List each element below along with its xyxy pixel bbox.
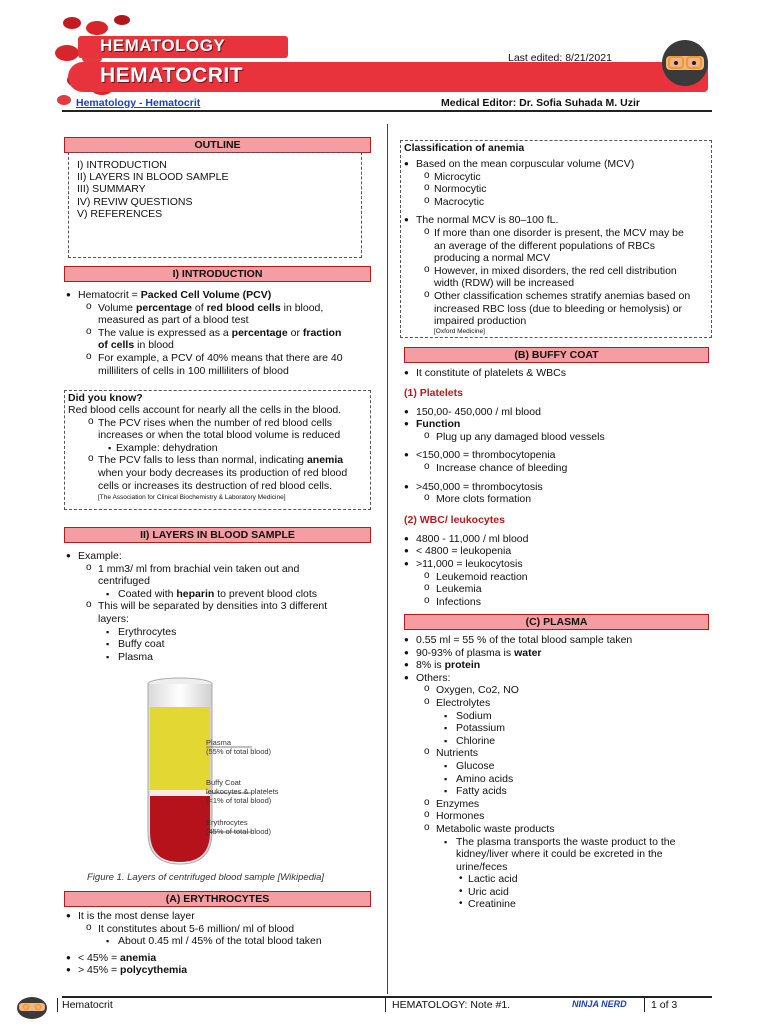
- layers-heading: II) LAYERS IN BLOOD SAMPLE: [64, 527, 371, 543]
- column-divider: [387, 124, 388, 994]
- list-item: ▪ Fatty acids: [404, 785, 714, 798]
- list-item: o Infections: [404, 596, 714, 609]
- list-item: o The PCV rises when the number of red blood cells: [68, 417, 367, 430]
- blood-cells-graphic: [52, 8, 147, 108]
- list-item: ● 90-93% of plasma is water: [404, 647, 714, 660]
- list-item: o Enzymes: [404, 798, 714, 811]
- list-item: o The PCV falls to less than normal, indicating anemia: [68, 454, 367, 467]
- list-item: o Leukemoid reaction: [404, 571, 714, 584]
- outline-box: [68, 152, 362, 258]
- list-item: ● <150,000 = thrombocytopenia: [404, 449, 714, 462]
- source-citation: [The Association for Clinical Biochemistry & Laboratory Medicine]: [98, 494, 286, 502]
- footer-ninja-icon: [14, 992, 50, 1020]
- list-item-continuation: of cells in blood: [98, 339, 174, 352]
- footer-separator: [644, 998, 645, 1012]
- layers-content: [66, 550, 376, 663]
- footer-separator: [57, 998, 58, 1012]
- ninja-nerd-logo: NINJA NERD: [572, 999, 627, 1009]
- list-item: ● Hematocrit = Packed Cell Volume (PCV): [66, 289, 376, 302]
- list-item: ▪ The plasma transports the waste product to the: [404, 836, 714, 849]
- footer-note: HEMATOLOGY: Note #1.: [392, 999, 511, 1011]
- list-item: o Other classification schemes stratify anemias based on: [404, 290, 708, 303]
- introduction-content: [66, 289, 376, 377]
- list-item: ▪ Amino acids: [404, 773, 714, 786]
- list-item: o However, in mixed disorders, the red cell distribution: [404, 265, 708, 278]
- list-item: o It constitutes about 5-6 million/ ml of blood: [66, 923, 376, 936]
- list-item-continuation: when your body decreases its production of red blood: [98, 466, 348, 479]
- list-item: ▪ Sodium: [404, 710, 714, 723]
- list-item: o Macrocytic: [404, 196, 708, 209]
- list-item-continuation: urine/feces: [456, 860, 508, 873]
- list-item: ● Others:: [404, 672, 714, 685]
- ninja-mascot-icon: [660, 38, 710, 88]
- list-item: ▪ Example: dehydration: [68, 442, 367, 455]
- figure-caption: Figure 1. Layers of centrifuged blood sample [Wikipedia]: [87, 872, 325, 883]
- list-item: ● 8% is protein: [404, 659, 714, 672]
- outline-item[interactable]: V) REFERENCES: [77, 207, 163, 220]
- list-item: o For example, a PCV of 40% means that there are 40: [66, 352, 376, 365]
- list-item: o Normocytic: [404, 183, 708, 196]
- list-item: ● < 4800 = leukopenia: [404, 545, 714, 558]
- list-item-continuation: milliliters of cells in 100 milliliters of blood: [98, 364, 289, 377]
- list-item: o Plug up any damaged blood vessels: [404, 431, 714, 444]
- list-item: ▪ Coated with heparin to prevent blood clots: [66, 588, 376, 601]
- list-item: o Metabolic waste products: [404, 823, 714, 836]
- did-you-know-box: [64, 390, 371, 510]
- list-item-continuation: impaired production: [434, 315, 527, 328]
- list-item: o Microcytic: [404, 171, 708, 184]
- list-item: ● 4800 - 11,000 / ml blood: [404, 533, 714, 546]
- list-item: ● > 45% = polycythemia: [66, 964, 376, 977]
- list-item: o Electrolytes: [404, 697, 714, 710]
- footer-separator: [385, 998, 386, 1012]
- list-item: ▪ Buffy coat: [66, 638, 376, 651]
- list-item: ▪ Potassium: [404, 722, 714, 735]
- list-item: ● It is the most dense layer: [66, 910, 376, 923]
- outline-heading: OUTLINE: [64, 137, 371, 153]
- outline-item[interactable]: III) SUMMARY: [77, 183, 146, 196]
- list-item: ● Based on the mean corpuscular volume (MCV): [404, 158, 708, 171]
- platelets-subheading: (1) Platelets: [404, 386, 463, 399]
- list-item: o 1 mm3/ ml from brachial vein taken out and: [66, 563, 376, 576]
- list-item: o If more than one disorder is present, the MCV may be: [404, 227, 708, 240]
- classification-title: Classification of anemia: [404, 142, 525, 154]
- list-item: o More clots formation: [404, 493, 714, 506]
- list-item-continuation: centrifuged: [98, 575, 150, 588]
- list-item: ▪ Erythrocytes: [66, 626, 376, 639]
- list-item: o Hormones: [404, 810, 714, 823]
- did-you-know-line: Red blood cells account for nearly all the cells in the blood.: [68, 404, 342, 416]
- did-you-know-title: Did you know?: [68, 392, 143, 404]
- last-edited: Last edited: 8/21/2021: [508, 52, 612, 64]
- blood-tube-figure: [140, 672, 300, 872]
- list-item: • Uric acid: [404, 886, 714, 899]
- list-item-continuation: increased RBC loss (due to bleeding or hemolysis) or: [434, 302, 683, 315]
- list-item: ● 0.55 ml = 55 % of the total blood sample taken: [404, 634, 714, 647]
- list-item-continuation: kidney/liver where it could be excreted in the: [456, 848, 663, 861]
- list-item: ▪ Plasma: [66, 651, 376, 664]
- list-item: ● Function: [404, 418, 714, 431]
- list-item-continuation: width (RDW) will be increased: [434, 277, 575, 290]
- outline-item[interactable]: I) INTRODUCTION: [77, 159, 167, 171]
- erythrocytes-content: [66, 910, 376, 977]
- list-item: ● < 45% = anemia: [66, 952, 376, 965]
- page-number: 1 of 3: [651, 999, 678, 1011]
- list-item: o Nutrients: [404, 747, 714, 760]
- figure-label-buffy-coat: Buffy Coat leukocytes & platelets (<1% of total blood): [206, 778, 279, 805]
- list-item: o The value is expressed as a percentage or fraction: [66, 327, 376, 340]
- breadcrumb[interactable]: Hematology - Hematocrit: [76, 97, 201, 109]
- page-title: HEMATOCRIT: [100, 64, 244, 87]
- buffy-coat-heading: (B) BUFFY COAT: [404, 347, 709, 363]
- wbc-subheading: (2) WBC/ leukocytes: [404, 513, 505, 526]
- list-item: o Leukemia: [404, 583, 714, 596]
- outline-item[interactable]: IV) REVIW QUESTIONS: [77, 195, 193, 208]
- subject-title: HEMATOLOGY: [100, 36, 226, 55]
- introduction-heading: I) INTRODUCTION: [64, 266, 371, 282]
- outline-item[interactable]: II) LAYERS IN BLOOD SAMPLE: [77, 171, 229, 184]
- list-item-continuation: an average of the different populations of RBCs: [434, 239, 656, 252]
- list-item: ● Example:: [66, 550, 376, 563]
- footer-divider: [62, 996, 712, 998]
- list-item: ● The normal MCV is 80–100 fL.: [404, 214, 708, 227]
- list-item-continuation: increases or when the total blood volume is reduced: [98, 429, 341, 442]
- list-item: o Volume percentage of red blood cells in blood,: [66, 302, 376, 315]
- classification-box: [400, 140, 712, 338]
- list-item: ● 150,00- 450,000 / ml blood: [404, 406, 714, 419]
- header-divider: [62, 110, 712, 112]
- list-item: • Creatinine: [404, 898, 714, 911]
- list-item: o Increase chance of bleeding: [404, 462, 714, 475]
- source-citation: [Oxford Medicine]: [434, 327, 485, 335]
- medical-editor: Medical Editor: Dr. Sofia Suhada M. Uzir: [441, 97, 640, 109]
- figure-label-plasma: Plasma (55% of total blood): [206, 738, 272, 756]
- plasma-content: [404, 634, 714, 911]
- list-item: ● >450,000 = thrombocytosis: [404, 481, 714, 494]
- list-item: ▪ Glucose: [404, 760, 714, 773]
- list-item-continuation: producing a normal MCV: [434, 252, 551, 265]
- list-item: ▪ About 0.45 ml / 45% of the total blood taken: [66, 935, 376, 948]
- plasma-heading: (C) PLASMA: [404, 614, 709, 630]
- buffy-coat-content: [404, 367, 714, 608]
- footer-title: Hematocrit: [62, 999, 113, 1011]
- list-item: • Lactic acid: [404, 873, 714, 886]
- figure-label-erythrocytes: Erythrocytes (45% of total blood): [206, 818, 272, 836]
- list-item-continuation: measured as part of a blood test: [98, 314, 249, 327]
- list-item-continuation: cells or increases its destruction of red blood cells.: [98, 479, 333, 492]
- list-item: o Oxygen, Co2, NO: [404, 684, 714, 697]
- list-item-continuation: layers:: [98, 612, 129, 625]
- list-item: ▪ Chlorine: [404, 735, 714, 748]
- list-item: ● >11,000 = leukocytosis: [404, 558, 714, 571]
- list-item: o This will be separated by densities into 3 different: [66, 600, 376, 613]
- list-item: ● It constitute of platelets & WBCs: [404, 367, 714, 380]
- erythrocytes-heading: (A) ERYTHROCYTES: [64, 891, 371, 907]
